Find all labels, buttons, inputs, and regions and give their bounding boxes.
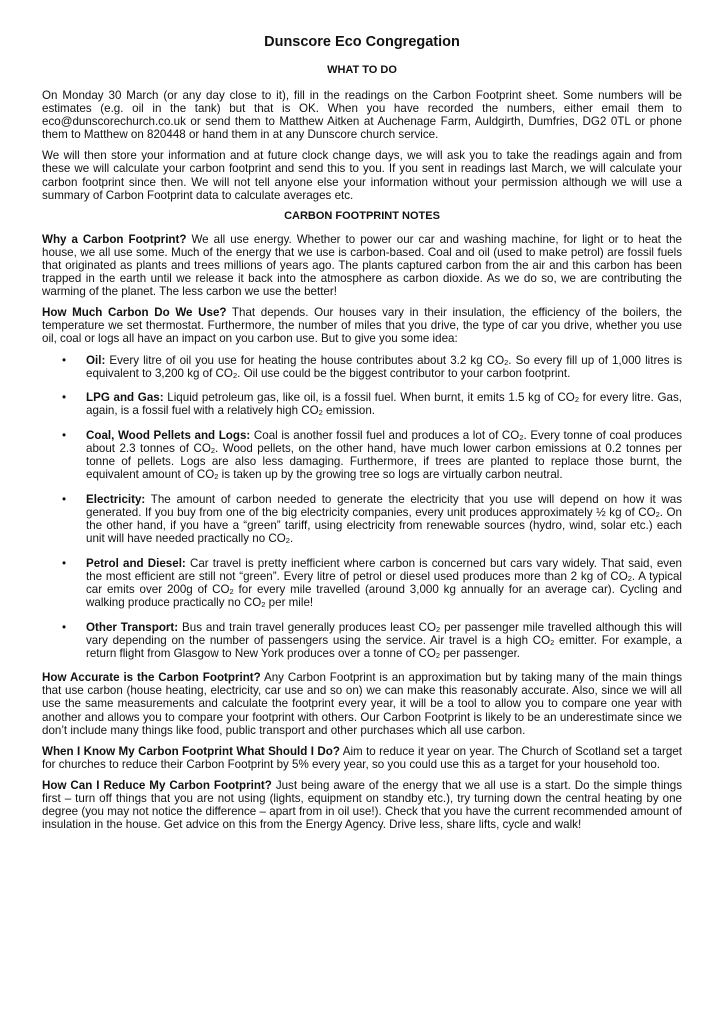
co2-subscript: 2 — [232, 370, 238, 380]
co2-subscript: 2 — [261, 599, 266, 609]
how-much-paragraph — [42, 306, 682, 345]
lpg-text-2: for every litre. Gas, again, is a fossil fuel with a relatively high CO — [86, 391, 682, 418]
coal-text-3: . Wood pellets, on the other hand, have much lower carbon emissions at 0.2 tonnes per tonne of pellets. Logs are also less damaging. Furthermore, if trees are planted to replace those burnt, the equivalent amount of CO — [86, 441, 682, 482]
lpg-text-1: Liquid petroleum gas, like oil, is a fossil fuel. When burnt, it emits 1.5 kg of CO — [163, 391, 575, 405]
what-to-do-heading: WHAT TO DO — [327, 64, 397, 76]
other-text-4: per passenger. — [440, 646, 521, 660]
what-to-do-next-lead: When I Know My Carbon Footprint What Should I Do? — [42, 744, 340, 758]
co2-subscript: 2 — [229, 586, 234, 596]
other-transport-label: Other Transport: — [86, 620, 179, 634]
what-to-do-paragraph-1: On Monday 30 March (or any day close to it), fill in the readings on the Carbon Footprint sheet. Some numbers will be estimates (e.g. oil in the tank) but that is OK. When you have recorded the numbers, either email them to eco@dunscorechurch.co.uk or send them to Matthew Aitken at Auchenage Farm, Auldgirth, Dumfries, DG2 0TL or phone them to Matthew on 820448 or hand them in at any Dunscore church service. — [42, 89, 682, 142]
bullet-icon: • — [62, 353, 67, 367]
co2-subscript: 2 — [655, 509, 660, 519]
bullet-icon: • — [62, 556, 67, 570]
co2-subscript: 2 — [285, 536, 290, 546]
coal-text-4: is taken up by the growing tree so logs are virtually carbon neutral. — [218, 468, 563, 482]
accuracy-lead: How Accurate is the Carbon Footprint? — [42, 671, 261, 685]
accuracy-text: Any Carbon Footprint is an approximation but by taking many of the main things that use carbon (house heating, electricity, car use and so on) we can make this reasonably accurate. Also, since we will all use the same measurements and calculate the footprint every year, it will be a tool to allow you to compare one year with another and allows you to compare your footprint with others. Our Carbon Footprint is likely to be an underestimate since we don’t include many things like food, public transport and other purchases which all use carbon. — [42, 671, 682, 737]
other-text-2: per passenger mile travelled although this will vary depending on the number of passengers using the service. Air travel is a high CO — [86, 620, 682, 647]
oil-text-1: Every litre of oil you use for heating the house contributes about 3.2 kg CO — [105, 353, 505, 367]
document-title: Dunscore Eco Congregation — [264, 34, 460, 50]
how-much-lead: How Much Carbon Do We Use? — [42, 306, 227, 320]
why-paragraph — [42, 233, 682, 298]
co2-subscript: 2 — [318, 408, 323, 418]
how-much-text: That depends. Our houses vary in their insulation, the efficiency of the boilers, the temperature we set thermostat. Furthermore, the number of miles that you drive, the type of car you drive, whether you use oil, coal or logs all have an impact on you carbon use. But to give you some idea: — [42, 306, 682, 346]
co2-subscript: 2 — [627, 573, 632, 583]
coal-label: Coal, Wood Pellets and Logs: — [86, 428, 251, 442]
list-item-petrol — [42, 557, 682, 609]
bullet-icon: • — [62, 492, 67, 506]
electricity-label: Electricity: — [86, 492, 146, 506]
what-to-do-next-paragraph — [42, 745, 682, 771]
other-text-1: Bus and train travel generally produces least CO — [178, 620, 437, 634]
list-item-lpg — [42, 391, 682, 417]
petrol-text-4: per mile! — [265, 595, 314, 609]
co2-subscript: 2 — [574, 395, 579, 405]
list-item-other-transport — [42, 621, 682, 660]
bullet-icon: • — [62, 620, 67, 634]
electricity-text-2: . On the other hand, if you have a “green” tariff, using electricity from renewable sources (hydro, wind, solar etc.) each unit will have needed practically no CO — [86, 505, 682, 546]
petrol-text-2: . A typical car emits over 200g of CO — [86, 569, 682, 596]
reduce-paragraph — [42, 779, 682, 831]
what-to-do-next-text: Aim to reduce it year on year. The Church of Scotland set a target for churches to reduce their Carbon Footprint by 5% every year, so you could use this as a target for your household too. — [42, 744, 682, 771]
notes-heading: CARBON FOOTPRINT NOTES — [284, 209, 440, 222]
oil-text-3: . Oil use could be the biggest contributor to your carbon footprint. — [237, 366, 571, 380]
coal-text-2: . Every tonne of coal produces about 2.3 tonnes of CO — [86, 428, 683, 455]
coal-text-1: Coal is another fossil fuel and produces a lot of CO — [250, 428, 520, 442]
co2-subscript: 2 — [436, 624, 441, 634]
electricity-text-1: The amount of carbon needed to generate the electricity that you use will depend on how it was generated. If you buy from one of the big electricity companies, every unit produces approximately ½ kg of CO — [86, 492, 682, 519]
petrol-text-3: for every mile travelled (around 3,000 kg annually for an average car). Cycling and walking produce practically no CO — [86, 582, 682, 609]
what-to-do-paragraph-2: We will then store your information and at future clock change days, we will ask you to take the readings again and from these we will calculate your carbon footprint and send this to you. If you sent in readings last March, we will calculate your carbon footprint since then. We will not tell anyone else your information without your permission although we will use a summary of Carbon Footprint data to calculate averages etc. — [42, 149, 682, 202]
co2-subscript: 2 — [210, 445, 216, 455]
list-item-electricity — [42, 493, 682, 545]
petrol-label: Petrol and Diesel: — [86, 556, 186, 570]
co2-subscript: 2 — [435, 650, 441, 660]
other-text-3: emitter. For example, a return flight from Glasgow to New York produces over a tonne of CO — [86, 633, 682, 660]
bullet-icon: • — [62, 428, 67, 442]
co2-subscript: 2 — [550, 637, 555, 647]
oil-label: Oil: — [86, 353, 106, 367]
bullet-icon: • — [62, 391, 67, 405]
co2-subscript: 2 — [504, 357, 509, 367]
why-text: We all use energy. Whether to power our car and washing machine, for light or to heat the house, we all use some. Much of the energy that we use is carbon-based. Coal and oil (used to make petrol) are fossil fuels that originated as plants and trees millions of years ago. The plants captured carbon from the air and this carbon has been trapped in the earth until we release it back into the atmosphere as carbon dioxide. As we do so, we are contributing the warming of the planet. The less carbon we use the better! — [42, 232, 683, 299]
electricity-text-3: . — [289, 532, 294, 546]
list-item-coal — [42, 429, 682, 481]
lpg-text-3: emission. — [322, 404, 376, 418]
petrol-text-1: Car travel is pretty inefficient where carbon is concerned but cars vary widely. That said, even the most efficient are still not “green”. Every litre of petrol or diesel used produces more than 2 kg of CO — [86, 556, 682, 583]
lpg-label: LPG and Gas: — [86, 391, 164, 405]
co2-subscript: 2 — [519, 432, 524, 442]
oil-text-2: . So every fill up of 1,000 litres is equivalent to 3,200 kg of CO — [86, 353, 682, 380]
list-item-oil — [42, 354, 682, 380]
reduce-text: Just being aware of the energy that we all use is a start. Do the simple things first – turn off things that you are not using (lights, equipment on standby etc.), try turning down the central heating by one degree (you may not notice the difference – apart from in oil use!). Check that you have the current recommended amount of insulation in the house. Get advice on this from the Energy Agency. Drive less, share lifts, cycle and walk! — [42, 778, 682, 832]
why-lead: Why a Carbon Footprint? — [42, 232, 187, 246]
co2-subscript: 2 — [214, 472, 219, 482]
accuracy-paragraph — [42, 671, 682, 736]
carbon-source-list — [42, 354, 682, 660]
reduce-lead: How Can I Reduce My Carbon Footprint? — [42, 778, 272, 792]
